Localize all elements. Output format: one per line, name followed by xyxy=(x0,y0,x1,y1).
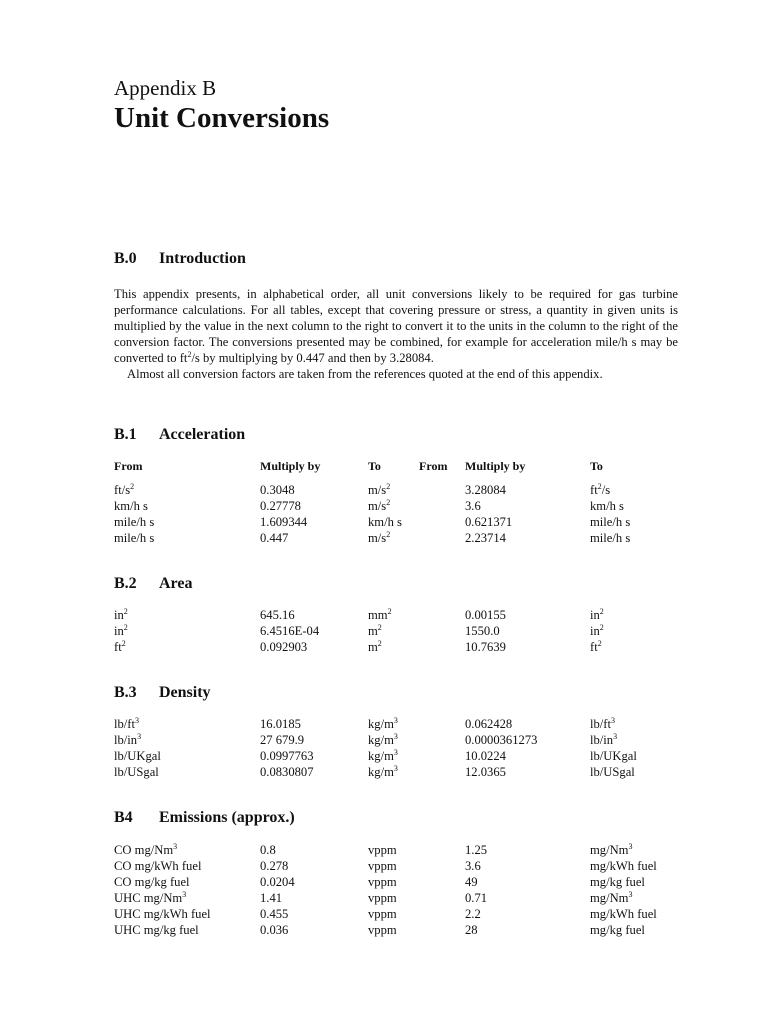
table-row xyxy=(0,875,768,891)
cell-multiply-by: 0.0997763 xyxy=(260,749,314,763)
cell-multiply-by: 16.0185 xyxy=(260,717,301,731)
cell-multiply-by-reverse: 0.621371 xyxy=(465,515,513,529)
cell-to-reverse: mg/kg fuel xyxy=(590,923,645,937)
cell-multiply-by: 27 679.9 xyxy=(260,733,305,747)
cell-from: $lb/in^3$ xyxy=(114,731,142,747)
cell-from: lb/UKgal xyxy=(114,749,161,763)
cell-multiply-by-reverse: 3.6 xyxy=(465,859,481,873)
cell-multiply-by: 0.3048 xyxy=(260,483,295,497)
cell-to-reverse: mile/h s xyxy=(590,515,631,529)
cell-to: vppm xyxy=(368,859,397,873)
intro-paragraph-2: Almost all conversion factors are taken from the references quoted at the end of this appendix. xyxy=(127,367,603,381)
cell-to-reverse: lb/UKgal xyxy=(590,749,637,763)
cell-to-reverse: $lb/in^3$ xyxy=(590,731,618,747)
column-header-from: From xyxy=(114,459,143,473)
cell-multiply-by-reverse: 3.28084 xyxy=(465,483,506,497)
cell-from: mile/h s xyxy=(114,515,155,529)
appendix-label: Appendix B xyxy=(114,76,217,100)
cell-to-reverse: lb/USgal xyxy=(590,765,635,779)
cell-multiply-by: 0.278 xyxy=(260,859,289,873)
cell-from: UHC mg/kWh fuel xyxy=(114,907,211,921)
table-row xyxy=(0,923,768,939)
cell-multiply-by: 0.455 xyxy=(260,907,289,921)
cell-multiply-by-reverse: 1550.0 xyxy=(465,624,500,638)
cell-multiply-by: 0.036 xyxy=(260,923,289,937)
column-header-multiply-by: Multiply by xyxy=(260,459,321,473)
cell-multiply-by: 6.4516E-04 xyxy=(260,624,320,638)
cell-from: mile/h s xyxy=(114,531,155,545)
cell-to: $kg/m^3$ xyxy=(368,747,398,763)
cell-multiply-by: 0.8 xyxy=(260,843,276,857)
cell-to: $kg/m^3$ xyxy=(368,763,398,779)
section-title: Emissions (approx.) xyxy=(159,809,295,826)
cell-multiply-by-reverse: 10.0224 xyxy=(465,749,506,763)
table-row xyxy=(0,499,768,515)
page-title: Unit Conversions xyxy=(114,102,330,134)
section-heading-area xyxy=(114,575,192,593)
section-title: Density xyxy=(159,684,211,701)
cell-from: CO mg/Nm$^3$ xyxy=(114,841,178,857)
cell-to-reverse: mg/kWh fuel xyxy=(590,859,657,873)
cell-multiply-by: 645.16 xyxy=(260,608,295,622)
section-heading-acceleration xyxy=(114,426,245,444)
cell-to-reverse: km/h s xyxy=(590,499,624,513)
intro-paragraph-1: This appendix presents, in alphabetical order, all unit conversions likely to be required for gas turbine performance calculations. For all tables, except that covering pressure or stress, a quantity in given units is multiplied by the value in the next column to the right to convert it to the units in the column to the right of the conversion factor. The conversions presented may be combined, for example for acceleration mile/h s may be converted to $ft^2/s$ by multiplying by 0.447 and then by 3.28084. xyxy=(114,287,678,365)
cell-to: vppm xyxy=(368,875,397,889)
table-row xyxy=(0,515,768,531)
cell-from: $ft/s^2$ xyxy=(114,481,135,497)
cell-from: lb/USgal xyxy=(114,765,159,779)
cell-to: vppm xyxy=(368,907,397,921)
cell-from: km/h s xyxy=(114,499,148,513)
cell-from: CO mg/kg fuel xyxy=(114,875,190,889)
table-row xyxy=(0,608,768,624)
cell-from: $lb/ft^3$ xyxy=(114,715,139,731)
section-title: Area xyxy=(159,575,193,592)
cell-from: UHC mg/Nm$^3$ xyxy=(114,889,187,905)
table-row xyxy=(0,765,768,781)
cell-to-reverse: $in^2$ xyxy=(590,622,604,638)
cell-multiply-by-reverse: 12.0365 xyxy=(465,765,506,779)
column-header-multiply-by-reverse: Multiply by xyxy=(465,459,526,473)
section-title: Introduction xyxy=(159,250,246,267)
table-row xyxy=(0,749,768,765)
cell-to: vppm xyxy=(368,923,397,937)
cell-to-reverse: $ft^2$ xyxy=(590,638,602,654)
cell-multiply-by: 0.447 xyxy=(260,531,289,545)
table-row xyxy=(0,733,768,749)
section-number: B4 xyxy=(114,809,133,826)
cell-to: $m/s^2$ xyxy=(368,529,391,545)
section-number: B.1 xyxy=(114,426,137,443)
cell-multiply-by: 0.0204 xyxy=(260,875,295,889)
section-heading-emissions xyxy=(114,809,295,827)
cell-multiply-by-reverse: 3.6 xyxy=(465,499,481,513)
cell-to: $m^2$ xyxy=(368,638,382,654)
cell-multiply-by-reverse: 0.062428 xyxy=(465,717,513,731)
cell-multiply-by: 1.41 xyxy=(260,891,283,905)
table-row xyxy=(0,717,768,733)
section-title: Acceleration xyxy=(159,426,246,443)
cell-to: vppm xyxy=(368,891,397,905)
cell-multiply-by-reverse: 0.0000361273 xyxy=(465,733,538,747)
cell-from: CO mg/kWh fuel xyxy=(114,859,202,873)
section-heading-density xyxy=(114,684,211,702)
cell-to-reverse: mile/h s xyxy=(590,531,631,545)
cell-multiply-by-reverse: 0.71 xyxy=(465,891,488,905)
section-heading-introduction xyxy=(114,250,246,268)
cell-multiply-by: 1.609344 xyxy=(260,515,308,529)
cell-to-reverse: mg/kWh fuel xyxy=(590,907,657,921)
cell-multiply-by: 0.0830807 xyxy=(260,765,314,779)
table-row xyxy=(0,907,768,923)
section-number: B.0 xyxy=(114,250,137,267)
cell-multiply-by-reverse: 49 xyxy=(465,875,478,889)
cell-to-reverse: mg/kg fuel xyxy=(590,875,645,889)
table-row xyxy=(0,640,768,656)
cell-to: $mm^2$ xyxy=(368,606,392,622)
table-row xyxy=(0,531,768,547)
cell-multiply-by-reverse: 10.7639 xyxy=(465,640,506,654)
cell-multiply-by-reverse: 2.23714 xyxy=(465,531,506,545)
column-header-to-reverse: To xyxy=(590,459,603,473)
table-row xyxy=(0,624,768,640)
intro-text xyxy=(114,286,678,382)
column-header-from-reverse: From xyxy=(419,459,448,473)
cell-to: $m/s^2$ xyxy=(368,497,391,513)
cell-to: $kg/m^3$ xyxy=(368,731,398,747)
table-header-row xyxy=(0,459,768,475)
cell-to-reverse: $in^2$ xyxy=(590,606,604,622)
cell-to: vppm xyxy=(368,843,397,857)
cell-from: UHC mg/kg fuel xyxy=(114,923,199,937)
cell-from: $in^2$ xyxy=(114,622,128,638)
cell-multiply-by-reverse: 28 xyxy=(465,923,478,937)
section-number: B.3 xyxy=(114,684,137,701)
column-header-to: To xyxy=(368,459,381,473)
cell-multiply-by: 0.27778 xyxy=(260,499,301,513)
cell-from: $ft^2$ xyxy=(114,638,126,654)
table-row xyxy=(0,859,768,875)
table-row xyxy=(0,483,768,499)
cell-to: $m/s^2$ xyxy=(368,481,391,497)
table-row xyxy=(0,891,768,907)
cell-multiply-by-reverse: 2.2 xyxy=(465,907,481,921)
cell-multiply-by-reverse: 0.00155 xyxy=(465,608,506,622)
cell-to-reverse: mg/Nm$^3$ xyxy=(590,889,633,905)
table-row xyxy=(0,843,768,859)
cell-to-reverse: $lb/ft^3$ xyxy=(590,715,615,731)
cell-to: $kg/m^3$ xyxy=(368,715,398,731)
cell-to-reverse: mg/Nm$^3$ xyxy=(590,841,633,857)
cell-from: $in^2$ xyxy=(114,606,128,622)
cell-to: $m^2$ xyxy=(368,622,382,638)
cell-to-reverse: $ft^2/s$ xyxy=(590,481,611,497)
cell-multiply-by-reverse: 1.25 xyxy=(465,843,488,857)
cell-multiply-by: 0.092903 xyxy=(260,640,308,654)
cell-to: km/h s xyxy=(368,515,402,529)
section-number: B.2 xyxy=(114,575,137,592)
